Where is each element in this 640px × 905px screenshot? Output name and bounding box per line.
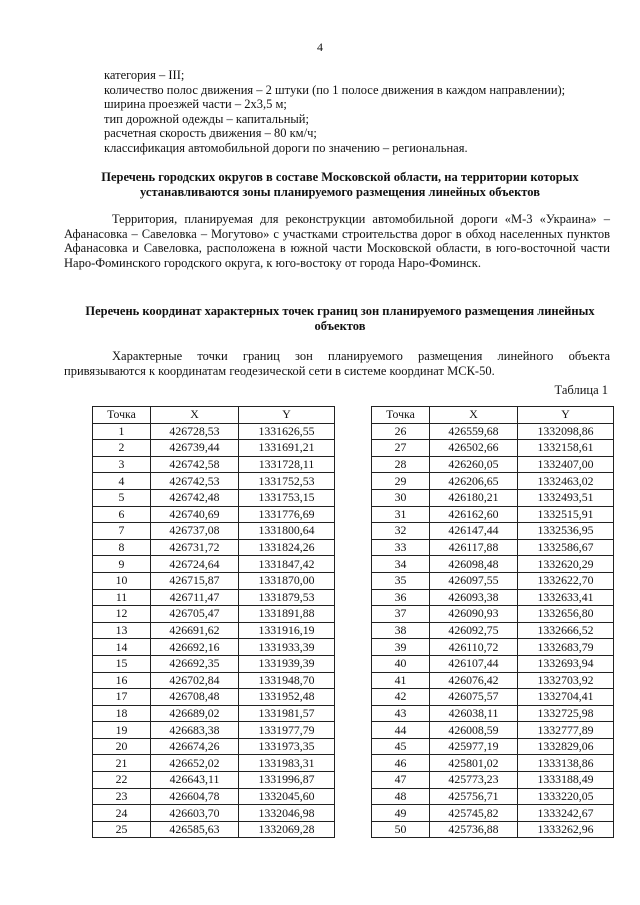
cell-point: 10	[93, 572, 151, 589]
cell-x: 426147,44	[430, 523, 518, 540]
cell-x: 426689,02	[151, 705, 239, 722]
cell-x: 426731,72	[151, 539, 239, 556]
cell-x: 426098,48	[430, 556, 518, 573]
table-row	[93, 821, 335, 838]
cell-point: 14	[93, 639, 151, 656]
cell-x: 426737,08	[151, 523, 239, 540]
cell-point: 32	[372, 523, 430, 540]
cell-point: 8	[93, 539, 151, 556]
cell-x: 426711,47	[151, 589, 239, 606]
table-row	[93, 622, 335, 639]
cell-x: 426260,05	[430, 456, 518, 473]
heading-coordinates: Перечень координат характерных точек границ зон планируемого размещения линейных объектов	[85, 304, 595, 333]
table-row	[93, 440, 335, 457]
table-row	[372, 722, 614, 739]
cell-y: 1333138,86	[518, 755, 614, 772]
table-row	[93, 722, 335, 739]
cell-x: 426585,63	[151, 821, 239, 838]
cell-x: 426107,44	[430, 655, 518, 672]
cell-y: 1331870,00	[239, 572, 335, 589]
cell-point: 13	[93, 622, 151, 639]
cell-y: 1331996,87	[239, 772, 335, 789]
table-row	[372, 821, 614, 838]
cell-point: 41	[372, 672, 430, 689]
table-row	[93, 423, 335, 440]
cell-x: 426008,59	[430, 722, 518, 739]
cell-point: 24	[93, 805, 151, 822]
cell-y: 1332493,51	[518, 489, 614, 506]
cell-y: 1331948,70	[239, 672, 335, 689]
cell-x: 425801,02	[430, 755, 518, 772]
road-spec-item: классификация автомобильной дороги по значению – региональная.	[104, 140, 468, 155]
cell-x: 426090,93	[430, 606, 518, 623]
cell-y: 1332463,02	[518, 473, 614, 490]
table-row	[372, 755, 614, 772]
cell-y: 1333242,67	[518, 805, 614, 822]
cell-y: 1332098,86	[518, 423, 614, 440]
coordinates-table-right	[371, 406, 614, 838]
cell-y: 1332829,06	[518, 738, 614, 755]
table-row	[93, 655, 335, 672]
cell-y: 1332777,89	[518, 722, 614, 739]
table-row	[372, 655, 614, 672]
table-row	[372, 539, 614, 556]
cell-x: 425773,23	[430, 772, 518, 789]
table-row	[372, 705, 614, 722]
cell-point: 37	[372, 606, 430, 623]
table-row	[93, 523, 335, 540]
table-row	[93, 805, 335, 822]
cell-y: 1332622,70	[518, 572, 614, 589]
cell-y: 1331891,88	[239, 606, 335, 623]
cell-point: 11	[93, 589, 151, 606]
cell-y: 1331824,26	[239, 539, 335, 556]
table-row	[93, 489, 335, 506]
cell-point: 34	[372, 556, 430, 573]
cell-point: 35	[372, 572, 430, 589]
table-row	[372, 572, 614, 589]
table-row	[372, 639, 614, 656]
table-row	[372, 489, 614, 506]
table-row	[93, 589, 335, 606]
cell-point: 16	[93, 672, 151, 689]
cell-point: 17	[93, 689, 151, 706]
cell-y: 1333220,05	[518, 788, 614, 805]
cell-y: 1332656,80	[518, 606, 614, 623]
cell-x: 426683,38	[151, 722, 239, 739]
cell-y: 1332536,95	[518, 523, 614, 540]
table-row	[93, 705, 335, 722]
cell-point: 48	[372, 788, 430, 805]
table-row	[93, 606, 335, 623]
cell-x: 426652,02	[151, 755, 239, 772]
cell-x: 426739,44	[151, 440, 239, 457]
table-row	[93, 672, 335, 689]
cell-x: 426604,78	[151, 788, 239, 805]
cell-y: 1333188,49	[518, 772, 614, 789]
cell-y: 1332693,94	[518, 655, 614, 672]
table-header-row	[372, 407, 614, 424]
cell-x: 426502,66	[430, 440, 518, 457]
cell-point: 22	[93, 772, 151, 789]
cell-x: 426742,53	[151, 473, 239, 490]
header-y: Y	[518, 407, 614, 424]
cell-x: 426708,48	[151, 689, 239, 706]
table-row	[372, 788, 614, 805]
cell-x: 426559,68	[430, 423, 518, 440]
cell-point: 1	[93, 423, 151, 440]
cell-x: 426038,11	[430, 705, 518, 722]
cell-x: 426206,65	[430, 473, 518, 490]
table-row	[93, 506, 335, 523]
cell-x: 426691,62	[151, 622, 239, 639]
heading-districts: Перечень городских округов в составе Московской области, на территории которых устанавливаются зоны планируемого размещения линейных объектов	[101, 170, 579, 199]
cell-y: 1332046,98	[239, 805, 335, 822]
cell-x: 426692,16	[151, 639, 239, 656]
table-row	[93, 755, 335, 772]
table-row	[93, 456, 335, 473]
cell-y: 1331952,48	[239, 689, 335, 706]
table-row	[372, 440, 614, 457]
table-row	[93, 473, 335, 490]
cell-x: 426075,57	[430, 689, 518, 706]
cell-x: 426110,72	[430, 639, 518, 656]
cell-point: 6	[93, 506, 151, 523]
header-point: Точка	[372, 407, 430, 424]
cell-point: 28	[372, 456, 430, 473]
cell-x: 426162,60	[430, 506, 518, 523]
cell-x: 426724,64	[151, 556, 239, 573]
cell-x: 426097,55	[430, 572, 518, 589]
cell-x: 426093,38	[430, 589, 518, 606]
cell-point: 26	[372, 423, 430, 440]
road-spec-item: ширина проезжей части – 2х3,5 м;	[104, 97, 287, 112]
table-row	[372, 473, 614, 490]
cell-point: 31	[372, 506, 430, 523]
cell-y: 1332666,52	[518, 622, 614, 639]
cell-x: 426180,21	[430, 489, 518, 506]
cell-y: 1332515,91	[518, 506, 614, 523]
road-spec-item: количество полос движения – 2 штуки (по 1 полосе движения в каждом направлении);	[104, 82, 566, 97]
table-row	[93, 788, 335, 805]
cell-y: 1331939,39	[239, 655, 335, 672]
cell-y: 1331981,57	[239, 705, 335, 722]
cell-y: 1332683,79	[518, 639, 614, 656]
cell-x: 425756,71	[430, 788, 518, 805]
cell-y: 1332158,61	[518, 440, 614, 457]
cell-y: 1331626,55	[239, 423, 335, 440]
coordinates-paragraph: Характерные точки границ зон планируемого размещения линейного объекта привязываются к координатам геодезической сети в системе координат МСК-50.	[64, 349, 610, 378]
cell-x: 426117,88	[430, 539, 518, 556]
cell-x: 426715,87	[151, 572, 239, 589]
cell-point: 21	[93, 755, 151, 772]
cell-x: 426705,47	[151, 606, 239, 623]
table-row	[372, 456, 614, 473]
table-row	[372, 689, 614, 706]
cell-y: 1331776,69	[239, 506, 335, 523]
territory-paragraph: Территория, планируемая для реконструкции автомобильной дороги «М-3 «Украина» – Афанасовка – Савеловка – Могутово» с участками строительства дорог в обход населенных пунктов Афанасовка и Савеловка, расположена в южной части Московской области, в юго-восточной части Наро-Фоминского городского округа, к юго-востоку от города Наро-Фоминск.	[64, 212, 610, 270]
cell-point: 7	[93, 523, 151, 540]
table-row	[372, 805, 614, 822]
cell-y: 1332620,29	[518, 556, 614, 573]
cell-y: 1332633,41	[518, 589, 614, 606]
cell-x: 426092,75	[430, 622, 518, 639]
cell-y: 1331983,31	[239, 755, 335, 772]
cell-x: 426674,26	[151, 738, 239, 755]
cell-x: 426740,69	[151, 506, 239, 523]
table-row	[93, 738, 335, 755]
cell-y: 1332725,98	[518, 705, 614, 722]
cell-y: 1333262,96	[518, 821, 614, 838]
cell-point: 33	[372, 539, 430, 556]
table-row	[372, 738, 614, 755]
cell-point: 15	[93, 655, 151, 672]
table-row	[93, 556, 335, 573]
cell-x: 426643,11	[151, 772, 239, 789]
cell-y: 1331800,64	[239, 523, 335, 540]
cell-x: 425977,19	[430, 738, 518, 755]
cell-point: 12	[93, 606, 151, 623]
cell-y: 1331752,53	[239, 473, 335, 490]
table-row	[93, 639, 335, 656]
table-row	[372, 556, 614, 573]
cell-y: 1331728,11	[239, 456, 335, 473]
cell-y: 1331879,53	[239, 589, 335, 606]
cell-x: 426702,84	[151, 672, 239, 689]
cell-point: 30	[372, 489, 430, 506]
cell-point: 50	[372, 821, 430, 838]
table-row	[93, 772, 335, 789]
cell-point: 25	[93, 821, 151, 838]
cell-x: 425745,82	[430, 805, 518, 822]
coordinates-table-left	[92, 406, 335, 838]
cell-point: 38	[372, 622, 430, 639]
table-row	[372, 606, 614, 623]
cell-point: 27	[372, 440, 430, 457]
table-row	[372, 589, 614, 606]
cell-y: 1331847,42	[239, 556, 335, 573]
cell-y: 1332069,28	[239, 821, 335, 838]
cell-x: 426692,35	[151, 655, 239, 672]
cell-point: 3	[93, 456, 151, 473]
cell-x: 426728,53	[151, 423, 239, 440]
cell-point: 47	[372, 772, 430, 789]
cell-point: 29	[372, 473, 430, 490]
cell-y: 1331977,79	[239, 722, 335, 739]
cell-point: 39	[372, 639, 430, 656]
cell-y: 1332586,67	[518, 539, 614, 556]
cell-point: 45	[372, 738, 430, 755]
header-point: Точка	[93, 407, 151, 424]
cell-x: 426742,48	[151, 489, 239, 506]
cell-y: 1331933,39	[239, 639, 335, 656]
cell-y: 1331691,21	[239, 440, 335, 457]
cell-point: 42	[372, 689, 430, 706]
road-spec-item: тип дорожной одежды – капитальный;	[104, 111, 309, 126]
cell-x: 426742,58	[151, 456, 239, 473]
page-number: 4	[317, 40, 323, 54]
table-label: Таблица 1	[554, 383, 608, 397]
table-row	[372, 772, 614, 789]
cell-y: 1332045,60	[239, 788, 335, 805]
cell-point: 46	[372, 755, 430, 772]
cell-point: 2	[93, 440, 151, 457]
cell-x: 426076,42	[430, 672, 518, 689]
cell-y: 1331753,15	[239, 489, 335, 506]
cell-point: 20	[93, 738, 151, 755]
cell-y: 1332704,41	[518, 689, 614, 706]
cell-x: 425736,88	[430, 821, 518, 838]
cell-point: 18	[93, 705, 151, 722]
header-x: X	[430, 407, 518, 424]
road-spec-item: категория – III;	[104, 68, 185, 82]
cell-x: 426603,70	[151, 805, 239, 822]
header-y: Y	[239, 407, 335, 424]
table-header-row	[93, 407, 335, 424]
cell-point: 36	[372, 589, 430, 606]
cell-y: 1331916,19	[239, 622, 335, 639]
table-row	[372, 672, 614, 689]
header-x: X	[151, 407, 239, 424]
table-row	[372, 523, 614, 540]
cell-point: 23	[93, 788, 151, 805]
cell-point: 9	[93, 556, 151, 573]
cell-point: 44	[372, 722, 430, 739]
cell-y: 1332407,00	[518, 456, 614, 473]
road-spec-list	[104, 68, 565, 156]
cell-point: 5	[93, 489, 151, 506]
cell-point: 43	[372, 705, 430, 722]
cell-y: 1332703,92	[518, 672, 614, 689]
table-row	[372, 506, 614, 523]
table-row	[93, 572, 335, 589]
road-spec-item: расчетная скорость движения – 80 км/ч;	[104, 126, 317, 141]
cell-point: 19	[93, 722, 151, 739]
table-row	[93, 539, 335, 556]
table-row	[372, 622, 614, 639]
cell-point: 40	[372, 655, 430, 672]
table-row	[372, 423, 614, 440]
cell-point: 4	[93, 473, 151, 490]
cell-point: 49	[372, 805, 430, 822]
table-row	[93, 689, 335, 706]
cell-y: 1331973,35	[239, 738, 335, 755]
